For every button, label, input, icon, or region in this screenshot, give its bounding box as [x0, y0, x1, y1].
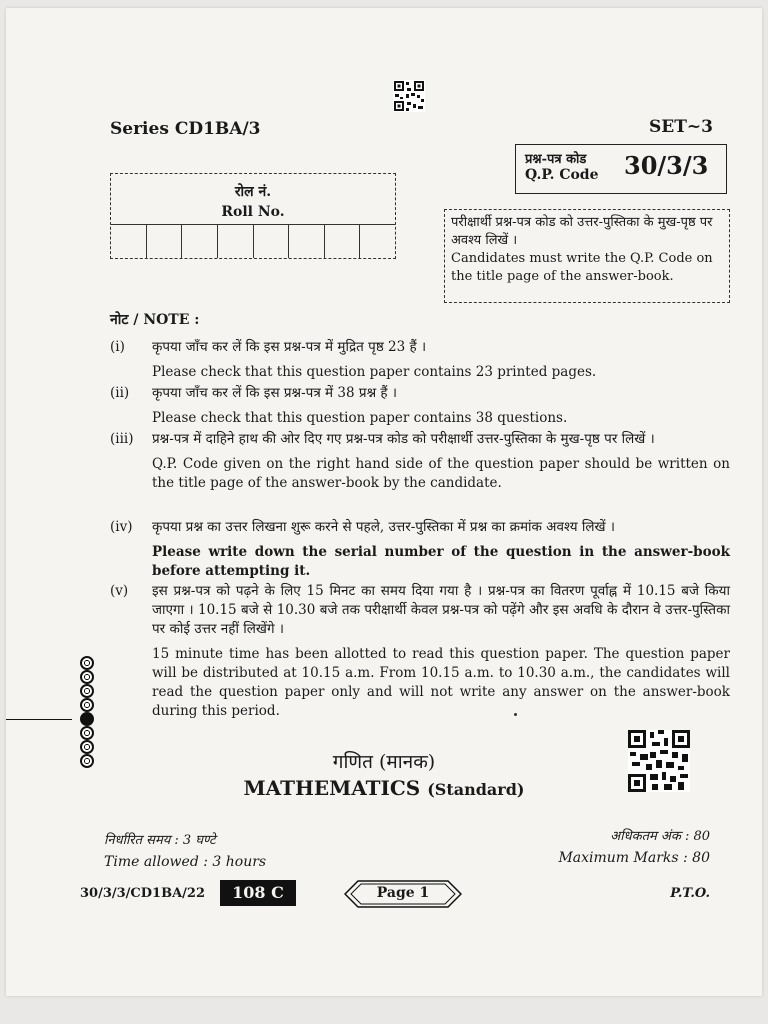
note-item-hindi: इस प्रश्न-पत्र को पढ़ने के लिए 15 मिनट का समय दिया गया है । प्रश्न-पत्र का वितरण पूर्वाह्न में 10.15 बजे किया जाएगा । 10.15 बजे से 10.30 बजे तक परीक्षार्थी केवल प्रश्न-पत्र को पढ़ेंगे और इस अवधि के दौरान वे उत्तर-पुस्तिका पर कोई उत्तर नहीं लिखेंगे ।	[152, 583, 730, 637]
pto-label: P.T.O.	[670, 886, 710, 901]
note-heading: नोट / NOTE :	[110, 312, 200, 328]
roll-number-box	[110, 173, 396, 259]
roll-cell[interactable]	[111, 225, 147, 258]
margin-line	[6, 719, 72, 720]
note-item-number: (ii)	[110, 385, 130, 401]
qp-code-value: 30/3/3	[624, 151, 709, 180]
qp-code-box	[515, 144, 727, 194]
footer-paper-code: 30/3/3/CD1BA/22	[80, 886, 206, 901]
time-allowed-english: Time allowed : 3 hours	[104, 854, 267, 870]
roll-number-cells	[111, 224, 395, 258]
roll-cell[interactable]	[147, 225, 183, 258]
note-item-english: Q.P. Code given on the right hand side of the question paper should be written on the title page of the answer-book by the candidate.	[152, 456, 730, 491]
registration-circle-icon	[80, 656, 94, 670]
subject-title: MATHEMATICS	[243, 776, 421, 800]
subject-hindi: गणित (मानक)	[332, 751, 436, 773]
roll-cell[interactable]	[360, 225, 395, 258]
roll-cell[interactable]	[218, 225, 254, 258]
registration-circle-icon	[80, 670, 94, 684]
note-item-english: Please check that this question paper contains 23 printed pages.	[152, 364, 597, 380]
roll-cell[interactable]	[254, 225, 290, 258]
registration-circle-icon	[80, 712, 94, 726]
qr-code-icon	[628, 730, 690, 792]
roll-label-hindi: रोल नं.	[234, 184, 272, 200]
subject-variant: (Standard)	[427, 780, 525, 799]
stray-dot	[514, 713, 517, 716]
note-item-number: (iii)	[110, 431, 134, 447]
roll-cell[interactable]	[325, 225, 361, 258]
note-item-number: (i)	[110, 339, 125, 355]
note-item-hindi: कृपया प्रश्न का उत्तर लिखना शुरू करने से पहले, उत्तर-पुस्तिका में प्रश्न का क्रमांक अवश्य लिखें ।	[152, 519, 615, 535]
maximum-marks-hindi: अधिकतम अंक : 80	[610, 829, 710, 844]
note-item-english: Please check that this question paper contains 38 questions.	[152, 410, 568, 426]
qr-code-icon	[393, 80, 425, 112]
page-number-label: Page 1	[376, 885, 430, 901]
series-label: Series CD1BA/3	[110, 119, 261, 139]
note-item-english: Please write down the serial number of the question in the answer-book before attempting it.	[152, 544, 730, 579]
candidate-instruction-hindi: परीक्षार्थी प्रश्न-पत्र कोड को उत्तर-पुस्तिका के मुख-पृष्ठ पर अवश्य लिखें ।	[451, 215, 713, 248]
qp-label-english: Q.P. Code	[525, 167, 599, 183]
note-item-number: (v)	[110, 583, 129, 599]
registration-circle-icon	[80, 698, 94, 712]
set-label: SET~3	[649, 117, 713, 137]
exam-page	[6, 8, 762, 996]
footer-code-box: 108 C	[220, 880, 296, 906]
registration-circle-icon	[80, 684, 94, 698]
qp-label-hindi: प्रश्न-पत्र कोड	[525, 152, 587, 167]
note-item-hindi: कृपया जाँच कर लें कि इस प्रश्न-पत्र में 38 प्रश्न हैं ।	[152, 385, 397, 401]
candidate-instruction-box	[444, 209, 730, 303]
page-number-badge	[344, 880, 462, 908]
maximum-marks-english: Maximum Marks : 80	[558, 850, 710, 866]
note-item-english: 15 minute time has been allotted to read this question paper. The question paper will be distributed at 10.15 a.m. From 10.15 a.m. to 10.30 a.m., the candidates will read the question paper only and will not write any answer on the answer-book during this period.	[152, 646, 730, 719]
time-allowed-hindi: निर्धारित समय : 3 घण्टे	[104, 833, 216, 848]
roll-cell[interactable]	[289, 225, 325, 258]
roll-cell[interactable]	[182, 225, 218, 258]
roll-label-english: Roll No.	[221, 204, 285, 220]
note-item-number: (iv)	[110, 519, 133, 535]
candidate-instruction-english: Candidates must write the Q.P. Code on the title page of the answer-book.	[451, 251, 713, 284]
note-item-hindi: प्रश्न-पत्र में दाहिने हाथ की ओर दिए गए प्रश्न-पत्र कोड को परीक्षार्थी उत्तर-पुस्तिका के मुख-पृष्ठ पर लिखें ।	[152, 431, 655, 447]
note-item-hindi: कृपया जाँच कर लें कि इस प्रश्न-पत्र में मुद्रित पृष्ठ 23 हैं ।	[152, 339, 427, 355]
registration-circle-icon	[80, 726, 94, 740]
